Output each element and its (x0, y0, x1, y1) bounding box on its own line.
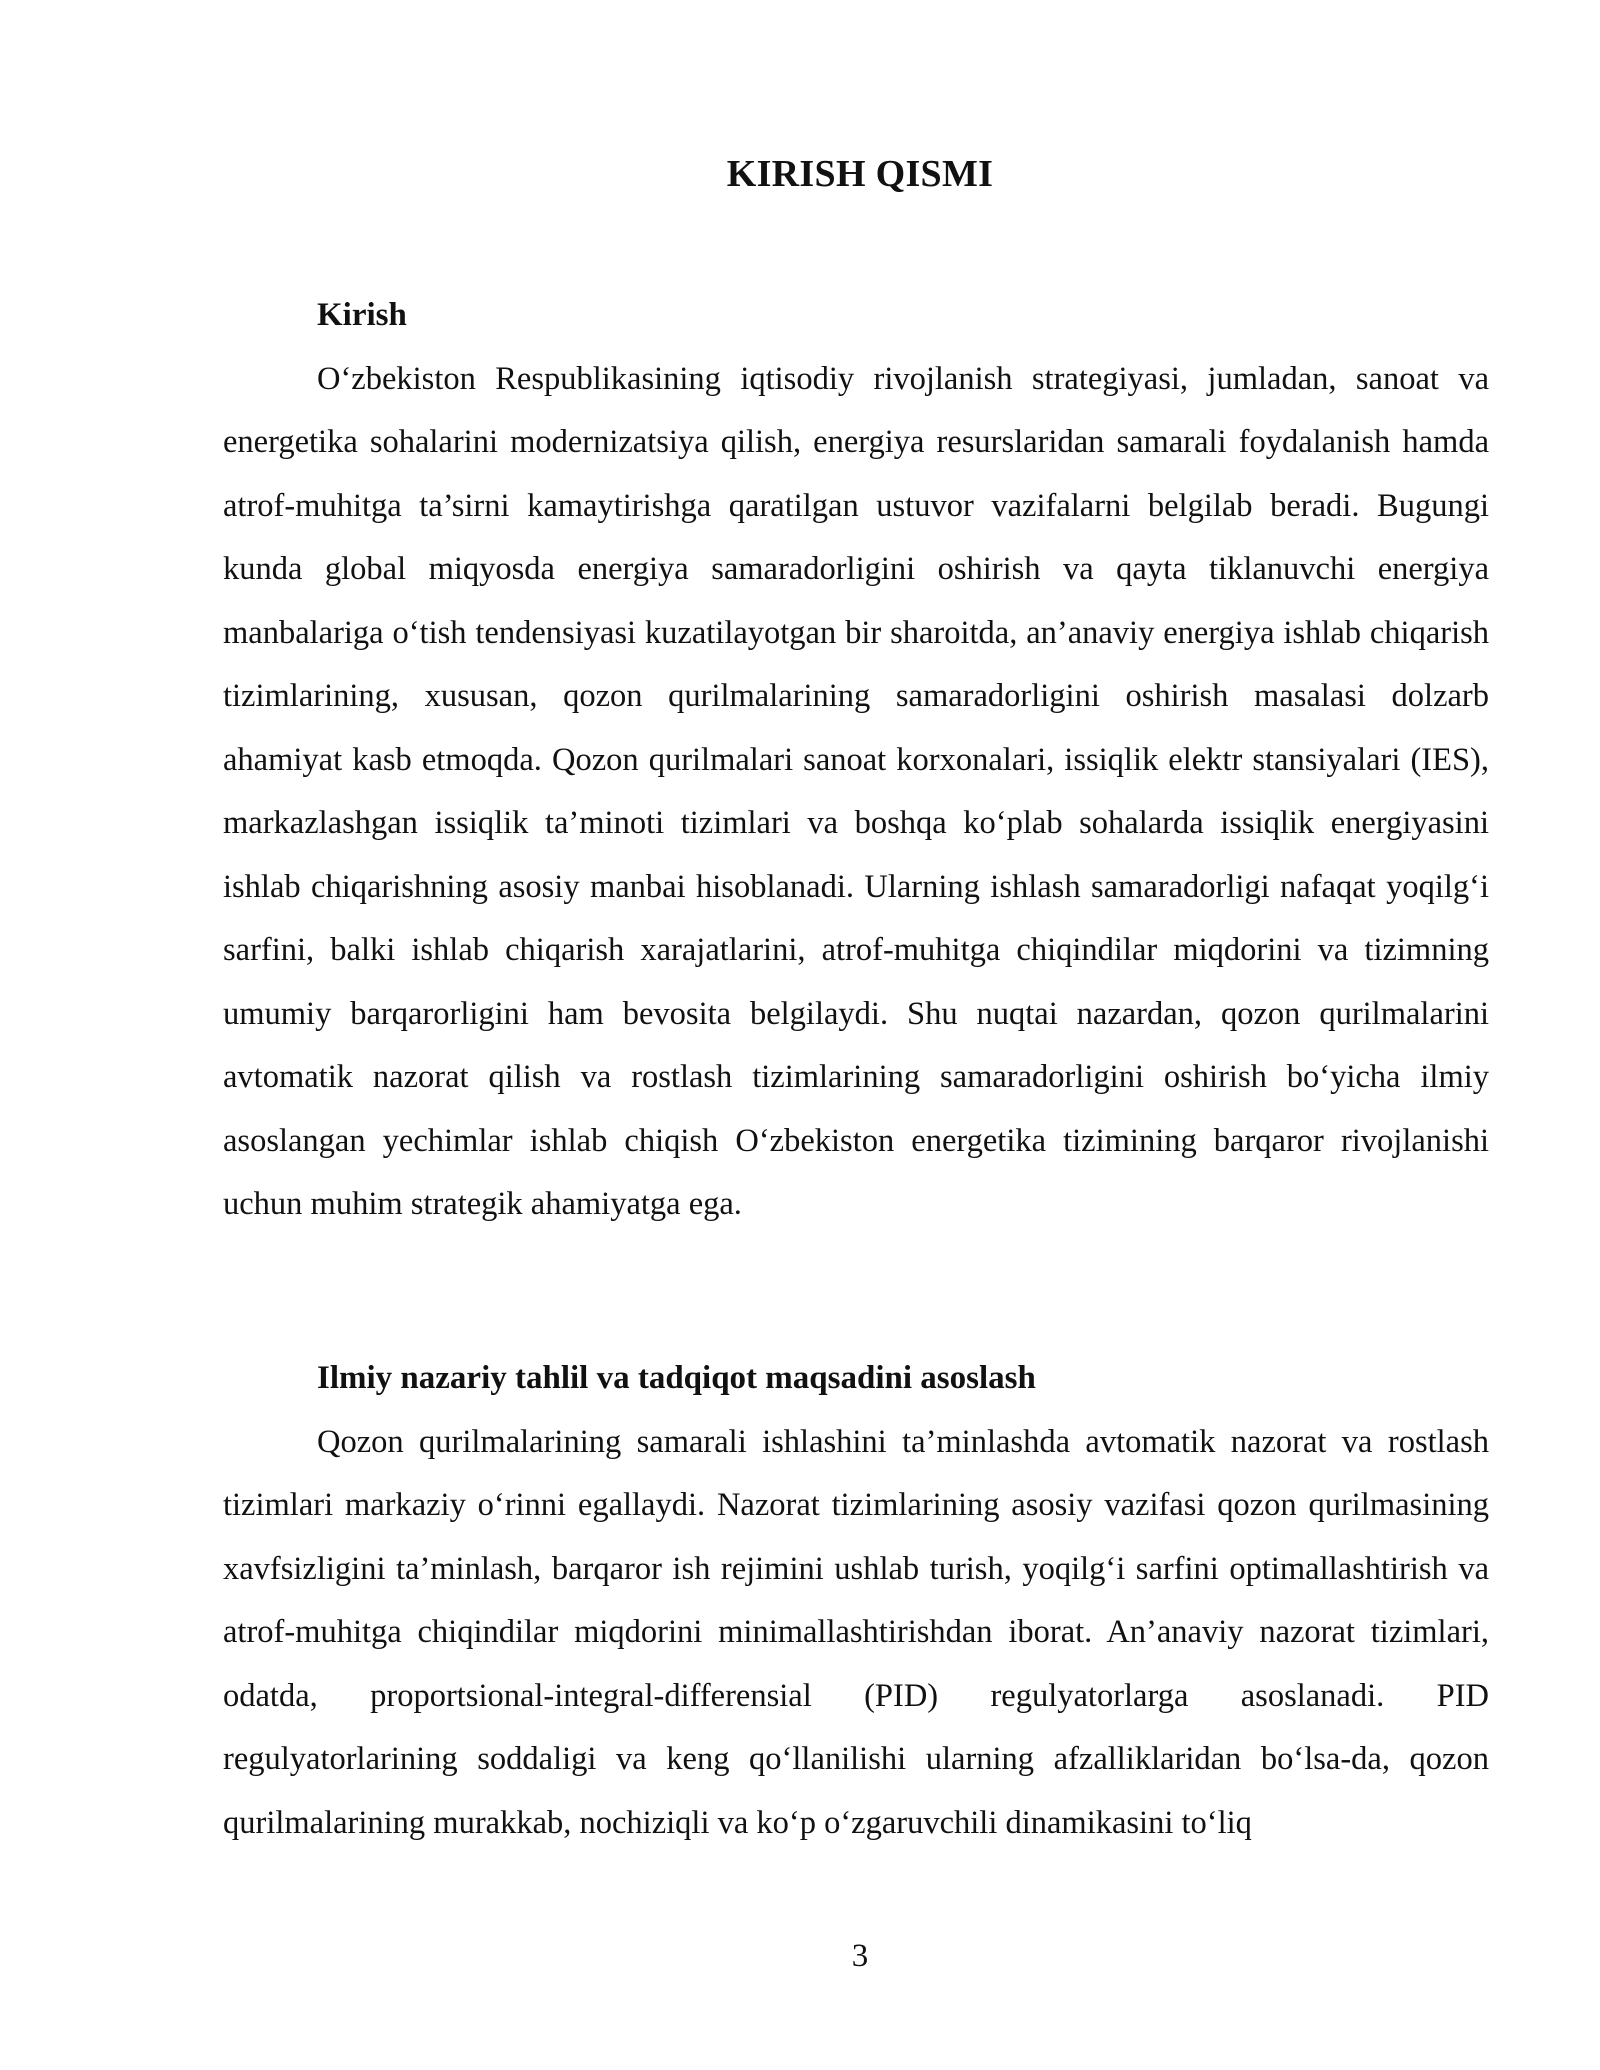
body-paragraph: Qozon qurilmalarining samarali ishlashini ta’minlashda avtomatik nazorat va rostlash tizimlari markaziy o‘rinni egallaydi. Nazorat tizimlarining asosiy vazifasi qozon qurilmasining xavfsizligini ta’minlash, barqaror ish rejimini ushlab turish, yoqilg‘i sarfini optimallashtirish va atrof-muhitga chiqindilar miqdorini minimallashtirishdan iborat. An’anaviy nazorat tizimlari, odatda, proportsional-integral-differensial (PID) regulyatorlarga asoslanadi. PID regulyatorlarining soddaligi va keng qo‘llanilishi ularning afzalliklaridan bo‘lsa-da, qozon qurilmalarining murakkab, nochiziqli va ko‘p o‘zgaruvchili dinamikasini to‘liq (223, 1423, 1489, 1841)
section-ilmiy-tahlil (223, 1347, 1489, 1855)
page-title: KIRISH QISMI (726, 153, 994, 195)
body-paragraph: O‘zbekiston Respublikasining iqtisodiy rivojlanish strategiyasi, jumladan, sanoat va energetika sohalarini modernizatsiya qilish, energiya resurslaridan samarali foydalanish hamda atrof-muhitga ta’sirni kamaytirishga qaratilgan ustuvor vazifalarni belgilab beradi. Bugungi kunda global miqyosda energiya samaradorligini oshirish va qayta tiklanuvchi energiya manbalariga o‘tish tendensiyasi kuzatilayotgan bir sharoitda, an’anaviy energiya ishlab chiqarish tizimlarining, xususan, qozon qurilmalarining samaradorligini oshirish masalasi dolzarb ahamiyat kasb etmoqda. Qozon qurilmalari sanoat korxonalari, issiqlik elektr stansiyalari (IES), markazlashgan issiqlik ta’minoti tizimlari va boshqa ko‘plab sohalarda issiqlik energiyasini ishlab chiqarishning asosiy manbai hisoblanadi. Ularning ishlash samaradorligi nafaqat yoqilg‘i sarfini, balki ishlab chiqarish xarajatlarini, atrof-muhitga chiqindilar miqdorini va tizimning umumiy barqarorligini ham bevosita belgilaydi. Shu nuqtai nazardan, qozon qurilmalarini avtomatik nazorat qilish va rostlash tizimlarining samaradorligini oshirish bo‘yicha ilmiy asoslangan yechimlar ishlab chiqish O‘zbekiston energetika tizimining barqaror rivojlanishi uchun muhim strategik ahamiyatga ega. (223, 360, 1489, 1222)
section-heading: Ilmiy nazariy tahlil va tadqiqot maqsadini asoslash (317, 1360, 1036, 1396)
section-heading: Kirish (317, 297, 407, 333)
section-kirish (223, 284, 1489, 1237)
page-number: 3 (851, 1938, 869, 1974)
